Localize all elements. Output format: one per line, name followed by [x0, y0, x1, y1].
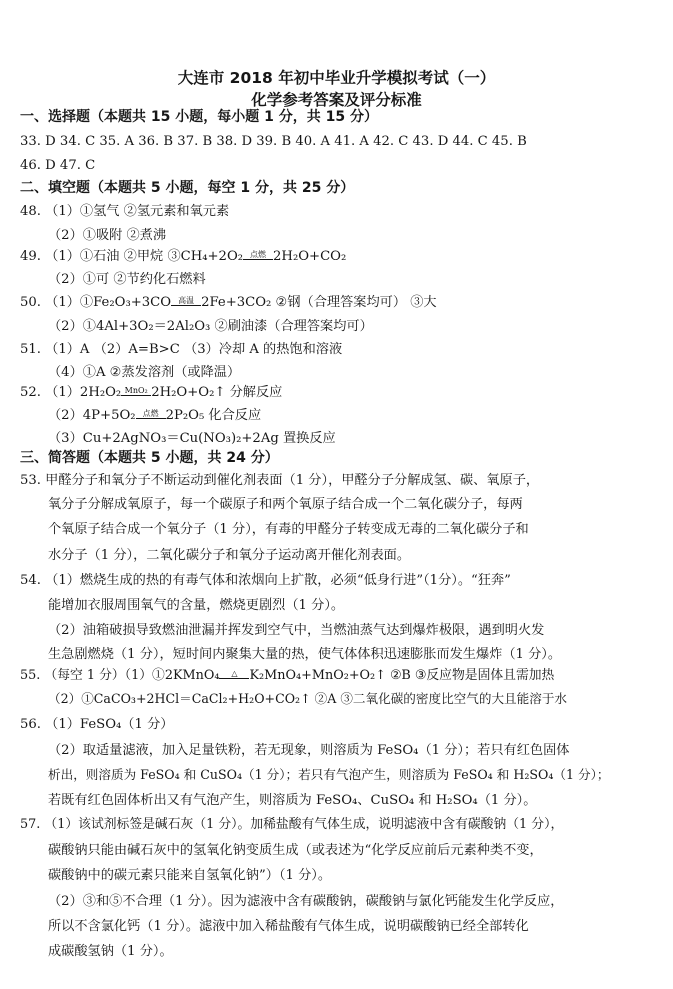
q57-line: 碳酸钠只能由碱石灰中的氢氧化钠变质生成（或表述为“化学反应前后元素种类不变， — [48, 843, 543, 858]
q49-part1-lhs: 49. （1）①石油 ②甲烷 ③CH₄+2O₂ — [20, 249, 244, 264]
q53-line: 氧分子分解成氧原子，每一个碳原子和两个氧原子结合成一个二氧化碳分子，每两 — [48, 497, 523, 512]
q52-part2-lhs: （2）4P+5O₂ — [48, 408, 136, 423]
q56-line: 若既有红色固体析出又有气泡产生，则溶质为 FeSO₄、CuSO₄ 和 H₂SO₄（1 分）。 — [48, 793, 537, 808]
q53-line: 个氧原子结合成一个氧分子（1 分），有毒的甲醛分子转变成无毒的二氧化碳分子和 — [48, 522, 529, 537]
reaction-condition: 点燃 — [136, 410, 166, 419]
reaction-condition: △ — [219, 670, 249, 679]
q54-line: 生急剧燃烧（1 分），短时间内聚集大量的热，使气体体积迅速膨胀而发生爆炸（1 分）。 — [48, 647, 562, 662]
q55-part2: （2）①CaCO₃+2HCl＝CaCl₂+H₂O+CO₂↑ ②A ③二氧化碳的密度比空气的大且能溶于水 — [48, 691, 568, 706]
reaction-condition: 点燃 — [243, 251, 273, 260]
q55-part1-rhs: K₂MnO₄+MnO₂+O₂↑ ②B ③反应物是固体且需加热 — [249, 668, 555, 683]
q51-part2: （4）①A ②蒸发溶剂（或降温） — [48, 365, 241, 380]
q56-line: 56. （1）FeSO₄（1 分） — [20, 717, 174, 732]
q57-line: 成碳酸氢钠（1 分）。 — [48, 944, 173, 959]
exam-subtitle: 化学参考答案及评分标准 — [251, 91, 422, 109]
q52-part2-rhs: 2P₂O₅ 化合反应 — [165, 408, 262, 423]
q55-part1-lhs: 55. （每空 1 分）（1）①2KMnO₄ — [20, 668, 220, 683]
q56-line: 析出，则溶质为 FeSO₄ 和 CuSO₄（1 分）；若只有气泡产生，则溶质为 FeSO₄ 和 H₂SO₄（1 分）； — [48, 767, 610, 782]
q57-line: （2）③和⑤不合理（1 分）。因为滤液中含有碳酸钠，碳酸钠与氯化钙能发生化学反应， — [48, 894, 564, 909]
q50-part1-lhs: 50. （1）①Fe₂O₃+3CO — [20, 295, 172, 310]
q53-line: 水分子（1 分），二氧化碳分子和氧分子运动离开催化剂表面。 — [48, 548, 411, 563]
q49-part1 — [20, 250, 346, 263]
q54-line: 54. （1）燃烧生成的热的有毒气体和浓烟向上扩散，必须“低身行进”（1分）。“狂奔” — [20, 573, 511, 588]
section3-heading: 三、简答题（本题共 5 小题，共 24 分） — [20, 450, 279, 466]
q48-part1: 48. （1）①氢气 ②氢元素和氧元素 — [20, 204, 230, 219]
q54-line: （2）油箱破损导致燃油泄漏并挥发到空气中，当燃油蒸气达到爆炸极限，遇到明火发 — [48, 623, 545, 638]
q56-line: （2）取适量滤液，加入足量铁粉，若无现象，则溶质为 FeSO₄（1 分）；若只有红色固体 — [48, 743, 570, 758]
q50-part1-rhs: 2Fe+3CO₂ ②钢（合理答案均可） ③大 — [201, 295, 437, 310]
q48-part2: （2）①吸附 ②煮沸 — [48, 228, 167, 243]
choice-answers-row1: 33. D 34. C 35. A 36. B 37. B 38. D 39. B 40. A 41. A 42. C 43. D 44. C 45. B — [20, 134, 527, 149]
exam-title: 大连市 2018 年初中毕业升学模拟考试（一） — [177, 69, 496, 87]
q52-part3: （3）Cu+2AgNO₃＝Cu(NO₃)₂+2Ag 置换反应 — [48, 431, 336, 446]
q51-part1: 51. （1）A （2）A=B>C （3）冷却 A 的热饱和溶液 — [20, 342, 343, 357]
reaction-condition: MnO₂ — [121, 387, 151, 396]
q54-line: 能增加衣服周围氧气的含量，燃烧更剧烈（1 分）。 — [48, 598, 345, 613]
q52-part1-lhs: 52. （1）2H₂O₂ — [20, 385, 122, 400]
q50-part2: （2）①4Al+3O₂＝2Al₂O₃ ②刷油漆（合理答案均可） — [48, 319, 373, 334]
section2-heading: 二、填空题（本题共 5 小题，每空 1 分，共 25 分） — [20, 180, 355, 196]
q52-part1-rhs: 2H₂O+O₂↑ 分解反应 — [151, 385, 283, 400]
q57-line: 所以不含氯化钙（1 分）。滤液中加入稀盐酸有气体生成，说明碳酸钠已经全部转化 — [48, 919, 529, 934]
q49-part1-rhs: 2H₂O+CO₂ — [273, 249, 347, 264]
q52-part1 — [20, 386, 282, 399]
q50-part1 — [20, 296, 437, 309]
q57-line: 碳酸钠中的碳元素只能来自氢氧化钠”）（1 分）。 — [48, 868, 332, 883]
q55-part1 — [20, 670, 554, 683]
section1-heading: 一、选择题（本题共 15 小题，每小题 1 分，共 15 分） — [20, 109, 378, 125]
q57-line: 57. （1）该试剂标签是碱石灰（1 分）。加稀盐酸有气体生成，说明滤液中含有碳酸钠（1 分）， — [20, 817, 564, 832]
q53-line: 53. 甲醛分子和氧分子不断运动到催化剂表面（1 分），甲醛分子分解成氢、碳、氧原子， — [20, 473, 540, 488]
q52-part2 — [48, 409, 261, 422]
q49-part2: （2）①可 ②节约化石燃料 — [48, 272, 206, 287]
reaction-condition: 高温 — [171, 297, 201, 306]
choice-answers-row2: 46. D 47. C — [20, 158, 96, 173]
